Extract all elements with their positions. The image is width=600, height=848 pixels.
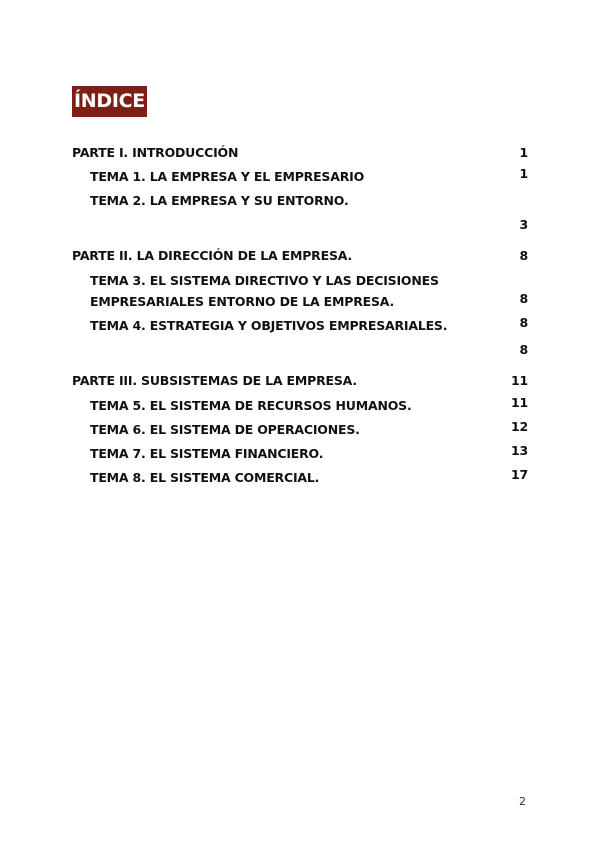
toc-page: 12 bbox=[511, 419, 528, 434]
toc-label: TEMA 6. EL SISTEMA DE OPERACIONES. bbox=[90, 422, 360, 437]
toc-label: TEMA 4. ESTRATEGIA Y OBJETIVOS EMPRESARIALES. bbox=[90, 318, 448, 333]
toc-label: PARTE I. INTRODUCCIÓN bbox=[72, 145, 239, 160]
toc-page: 1 bbox=[519, 166, 528, 181]
toc-label: TEMA 3. EL SISTEMA DIRECTIVO Y LAS DECISIONES bbox=[90, 273, 439, 288]
toc-page: 17 bbox=[511, 467, 528, 482]
toc-page: 11 bbox=[511, 395, 528, 410]
toc-label: TEMA 5. EL SISTEMA DE RECURSOS HUMANOS. bbox=[90, 398, 412, 413]
index-title: ÍNDICE bbox=[72, 86, 147, 117]
toc-page: 3 bbox=[519, 217, 528, 232]
toc-page: 8 bbox=[519, 248, 528, 263]
toc-page: 11 bbox=[511, 373, 528, 388]
toc-label: TEMA 1. LA EMPRESA Y EL EMPRESARIO bbox=[90, 169, 364, 184]
toc-page: 8 bbox=[519, 291, 528, 306]
toc-page: 1 bbox=[519, 145, 528, 160]
toc-label: PARTE II. LA DIRECCIÓN DE LA EMPRESA. bbox=[72, 248, 353, 263]
toc-label: EMPRESARIALES ENTORNO DE LA EMPRESA. bbox=[90, 294, 395, 309]
toc-label: TEMA 2. LA EMPRESA Y SU ENTORNO. bbox=[90, 193, 349, 208]
toc-label: TEMA 8. EL SISTEMA COMERCIAL. bbox=[90, 470, 320, 485]
toc-label: TEMA 7. EL SISTEMA FINANCIERO. bbox=[90, 446, 324, 461]
toc-page: 8 bbox=[519, 315, 528, 330]
toc-label: PARTE III. SUBSISTEMAS DE LA EMPRESA. bbox=[72, 373, 357, 388]
toc-page: 8 bbox=[519, 342, 528, 357]
page-number: 2 bbox=[519, 795, 526, 808]
toc-page: 13 bbox=[511, 443, 528, 458]
